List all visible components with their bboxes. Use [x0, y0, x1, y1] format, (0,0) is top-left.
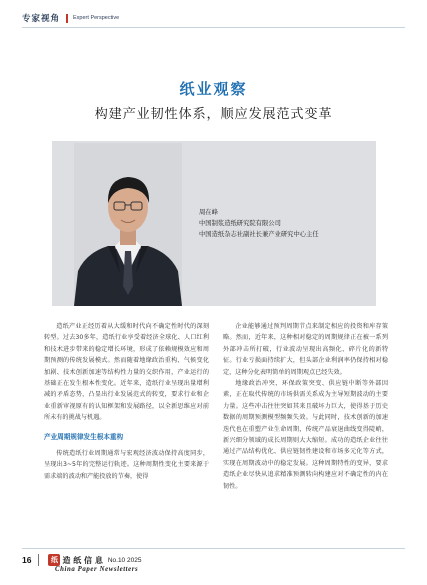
column-title: 纸业观察 [179, 80, 248, 98]
title-block [0, 78, 427, 122]
body-paragraph: 企业能够通过预判周期节点来制定相应的投资和库存策略。然而，近年来，这种相对稳定的周期规律正在被一系列外部冲击所打破，行业波动呈现出高频化、碎片化的新特征。行业亏损面持续扩大，但头部企业利润率仍保持相对稳定，这种分化表明简单的周期观点已经失效。 [223, 323, 388, 376]
author-organization: 中国制浆造纸研究院有限公司 [199, 220, 281, 227]
magazine-logo-icon: 纸 [48, 554, 60, 566]
issue-number: No.10 2025 [107, 556, 142, 564]
body-paragraph: 造纸产业正经历着从大缓和时代向不确定性时代的深刻转型。过去30多年，造纸行业享受着经济全球化、人口红利和技术进步带来的稳定增长环境，形成了依赖规模效应和周期预测的传统发展模式。然而随着地缘政治重构、气候变化加剧、技术创新加速等结构性力量的交织作用，产业运行的基础正在发生根本性变化。近年来，造纸行业呈现出量增利减的矛盾态势，凸显出行业发展范式的转变，要求行业和企业重新审视原有的认知框架和发展路径，以全新思维应对前所未有的挑战与机遇。 [44, 323, 209, 422]
body-paragraph: 传统造纸行业周期通常与宏观经济波动保持高度同步，呈现出3~5年的完整运行轨迹。这种周期性变化主要来源于需求端的波动和产能投放的节奏，使得 [44, 450, 209, 480]
magazine-name-cn: 造 纸 信 息 [62, 555, 103, 565]
magazine-name-en: China Paper Newsletters [55, 566, 139, 573]
author-name: 周在峰 [199, 209, 218, 216]
author-position: 中国造纸杂志社副社长兼产业研究中心主任 [199, 231, 319, 238]
body-paragraph: 地缘政治冲突、环保政策突变、供应链中断等外部因素，正在取代传统的市场供需关系成为主导短期波动的主要力量。这些冲击往往突如其来且破坏力巨大，使得基于历史数据的周期预测模型频频失效。与此同时，技术创新的加速迭代也在重塑产业生命周期，传统产品衰退曲线变得陡峭，新兴细分领域的成长周期则大大缩短。成功的造纸企业往往通过产品结构优化、供应链韧性建设和市场多元化等方式，实现在周期波动中的稳定发展。这种周期特性的变异，要求造纸企业尽快从追求精准预测转向构建应对不确定性的内在韧性。 [223, 380, 388, 490]
section-label-en: Expert Perspective [73, 15, 120, 21]
header-divider [66, 14, 68, 23]
header-rule [22, 27, 405, 28]
page-header [22, 12, 119, 24]
article-title: 构建产业韧性体系，顺应发展范式变革 [94, 107, 333, 122]
author-portrait [74, 143, 182, 306]
right-column [223, 321, 388, 492]
section-label-cn: 专家视角 [22, 14, 61, 24]
left-column [44, 321, 209, 482]
footer-rule [22, 548, 405, 549]
author-byline [199, 207, 319, 240]
footer-divider [38, 554, 39, 566]
section-subheading: 产业周期规律发生根本重构 [44, 432, 124, 441]
page-number: 16 [22, 555, 32, 565]
page-footer [22, 554, 141, 566]
